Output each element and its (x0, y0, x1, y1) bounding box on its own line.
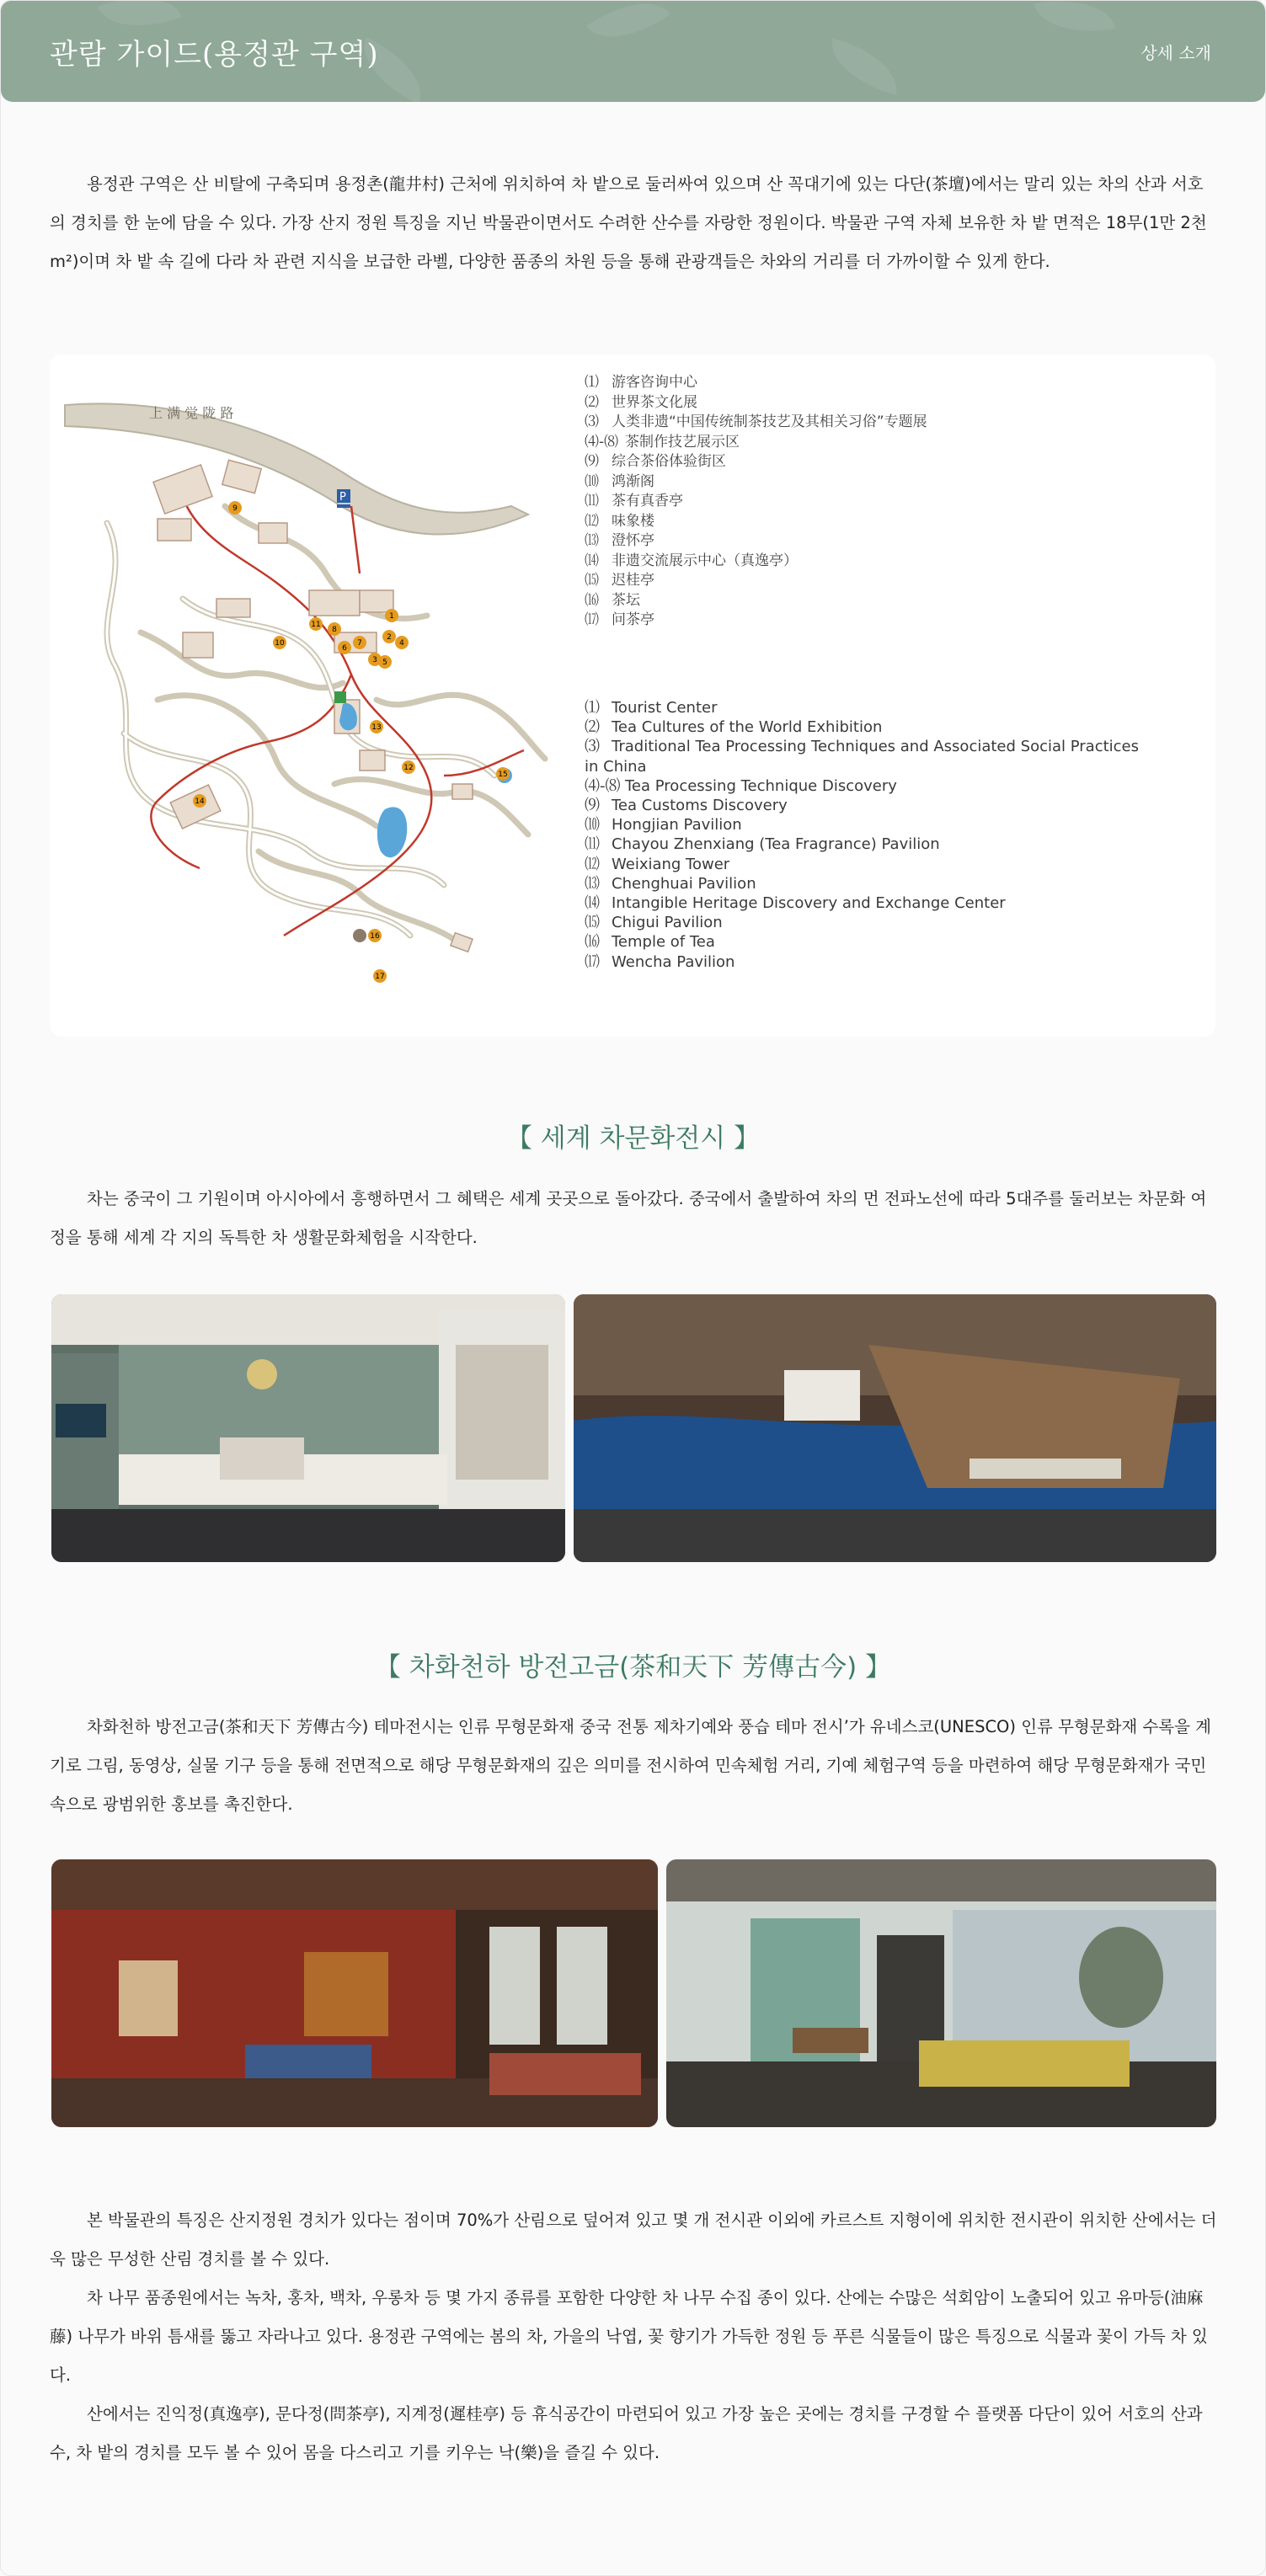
svg-text:7: 7 (357, 639, 362, 648)
legend-item: ⒃ Temple of Tea (585, 933, 715, 952)
intro-text-block (50, 165, 1217, 281)
legend-item: ⒃ 茶坛 (585, 591, 640, 609)
legend-item: ⑾ 茶有真香亭 (585, 493, 683, 509)
section2-text-block (50, 1708, 1217, 1824)
legend-chinese (585, 373, 927, 631)
photo-tibetan-tea-room (51, 1859, 658, 2127)
legend-item: ⑾ Chayou Zhenxiang (Tea Fragrance) Pavilion (585, 835, 940, 854)
legend-item: ⒂ Chigui Pavilion (585, 914, 723, 932)
legend-english (585, 698, 1157, 972)
legend-item: ⒁ 非遗交流展示中心（真逸亭） (585, 552, 798, 569)
legend-item: ⒄ 问茶亭 (585, 611, 654, 628)
map-marker-5[interactable] (378, 655, 392, 669)
svg-text:13: 13 (371, 723, 382, 732)
outro-paragraph-2: 차 나무 품종원에서는 녹차, 홍차, 백차, 우롱차 등 몇 가지 종류를 포함한 다양한 차 나무 수집 종이 있다. 산에는 수많은 석회암이 노출되어 있고 유마등(油麻藤) 나무가 바위 틈새를 뚫고 자라나고 있다. 용정관 구역에는 봄의 차, 가을의 낙엽, 꽃 향기가 가득한 정원 등 푸른 식물들이 많은 특징으로 식물과 꽃이 가득 차 있다. (50, 2288, 1208, 2385)
legend-item: ⑼ 综合茶俗体验街区 (585, 453, 726, 470)
svg-text:12: 12 (403, 764, 414, 772)
svg-text:11: 11 (311, 621, 321, 629)
leaf-decoration (823, 38, 906, 95)
legend-item: ⑵ 世界茶文化展 (585, 393, 697, 411)
parking-label: P (339, 491, 346, 504)
legend-item: ⑷-⑻ 茶制作技艺展示区 (585, 433, 740, 451)
legend-item: ⒀ Chenghuai Pavilion (585, 874, 756, 893)
svg-text:10: 10 (275, 639, 285, 648)
map-marker-16[interactable] (368, 929, 382, 942)
page-title: 관람 가이드(용정관 구역) (50, 38, 379, 72)
legend-item: ⒀ 澄怀亭 (585, 532, 654, 549)
svg-text:4: 4 (399, 639, 404, 648)
leaf-decoration (586, 1, 670, 58)
pond (377, 807, 407, 857)
map-marker-7[interactable] (353, 636, 366, 649)
legend-item: ⒂ 迟桂亭 (585, 572, 654, 589)
svg-text:5: 5 (382, 659, 387, 667)
legend-item: ⑼ Tea Customs Discovery (585, 797, 788, 815)
svg-text:17: 17 (375, 973, 385, 981)
parking-sign (337, 504, 350, 508)
outro-paragraph-3: 산에서는 진익정(真逸亭), 문다정(問茶亭), 지계정(遲桂亭) 등 휴식공간이 마련되어 있고 가장 높은 곳에는 경치를 구경할 수 플랫폼 다단이 있어 서호의 산과 수, 차 밭의 경치를 모두 볼 수 있어 몸을 다스리고 기를 키우는 낙(樂)을 즐길 수 있다. (50, 2404, 1203, 2462)
svg-text:9: 9 (232, 504, 238, 513)
map-marker-15[interactable] (496, 767, 510, 781)
section1-paragraph: 차는 중국이 그 기원이며 아시아에서 흥행하면서 그 혜택은 세계 곳곳으로 돌아갔다. 중국에서 출발하여 차의 먼 전파노선에 따라 5대주를 둘러보는 차문화 여정을 통해 세계 각 지의 독특한 차 생활문화체험을 시작한다. (50, 1189, 1207, 1247)
legend-item: ⑿ 味象楼 (585, 512, 654, 530)
svg-text:15: 15 (498, 771, 508, 779)
legend-item: ⒁ Intangible Heritage Discovery and Exchange Center (585, 894, 1006, 913)
map-marker-2[interactable] (382, 630, 396, 643)
road-shape (65, 403, 528, 534)
map-marker-17[interactable] (373, 969, 387, 983)
page-header (1, 1, 1265, 102)
section2-paragraph: 차화천하 방전고금(茶和天下 芳傳古今) 테마전시는 인류 무형문화재 중국 전통 제차기예와 풍습 테마 전시’가 유네스코(UNESCO) 인류 무형문화재 수록을 계기로 그림, 동영상, 실물 기구 등을 통해 전면적으로 해당 무형문화재의 깊은 의미를 전시하여 민속체험 거리, 기예 체험구역 등을 마련하여 해당 무형문화재가 국민 속으로 광범위한 홍보를 촉진한다. (50, 1717, 1212, 1814)
legend-item: ⑽ Hongjian Pavilion (585, 816, 742, 835)
legend-item: ⑽ 鸿渐阁 (585, 472, 654, 490)
walkway-centerlines (107, 523, 494, 936)
tea-altar-icon (353, 929, 366, 942)
legend-item: ⑿ Weixiang Tower (585, 855, 730, 873)
photo-european-tea-room (51, 1294, 565, 1562)
legend-item: ⑶ 人类非遗“中国传统制茶技艺及其相关习俗”专题展 (585, 413, 927, 430)
section-title-world-tea: 【 세계 차문화전시 】 (505, 1123, 761, 1154)
svg-text:2: 2 (387, 633, 392, 642)
map-marker-9[interactable] (228, 501, 242, 515)
svg-text:3: 3 (372, 656, 377, 664)
map-marker-10[interactable] (273, 636, 286, 649)
map-marker-4[interactable] (395, 636, 409, 649)
restroom-icon (334, 691, 346, 703)
map-marker-11[interactable] (309, 617, 323, 631)
map-marker-1[interactable] (385, 609, 398, 622)
intro-paragraph: 용정관 구역은 산 비탈에 구축되며 용정촌(龍井村) 근처에 위치하여 차 밭으로 둘러싸여 있으며 산 꼭대기에 있는 다단(茶壇)에서는 말리 있는 차의 산과 서호의 경치를 한 눈에 담을 수 있다. 가장 산지 정원 특징을 지닌 박물관이면서도 수려한 산수를 자랑한 정원이다. 박물관 구역 자체 보유한 차 밭 면적은 18무(1만 2천m²)이며 차 밭 속 길에 다라 차 관련 지식을 보급한 라벨, 다양한 품종의 차원 등을 통해 관광객들은 차와의 거리를 더 가까이할 수 있게 한다. (50, 174, 1207, 271)
legend-item: ⒄ Wencha Pavilion (585, 952, 735, 971)
museum-map (56, 380, 596, 986)
map-marker-14[interactable] (193, 794, 206, 808)
section-title-tea-heritage: 【 차화천하 방전고금(茶和天下 芳傳古今) 】 (374, 1652, 892, 1683)
legend-item: ⑵ Tea Cultures of the World Exhibition (585, 718, 883, 737)
legend-item: ⑶ Traditional Tea Processing Techniques and Associated Social Practices in China (585, 738, 1140, 776)
photo-tea-ship-diorama (574, 1294, 1216, 1562)
svg-text:14: 14 (195, 797, 205, 806)
svg-text:1: 1 (389, 612, 394, 621)
map-marker-6[interactable] (338, 641, 351, 654)
outro-paragraph-1: 본 박물관의 특징은 산지정원 경치가 있다는 점이며 70%가 산림으로 덮어져 있고 몇 개 전시관 이외에 카르스트 지형이에 위치한 전시관이 위치한 산에서는 더욱 많은 무성한 산림 경치를 볼 수 있다. (50, 2211, 1217, 2269)
legend-item: ⑷-⑻ Tea Processing Technique Discovery (585, 776, 897, 795)
legend-item: ⑴ 游客咨询中心 (585, 374, 697, 391)
legend-item: ⑴ Tourist Center (585, 699, 718, 717)
svg-text:8: 8 (332, 626, 337, 634)
map-marker-13[interactable] (370, 720, 383, 733)
photo-tea-processing-exhibit (666, 1859, 1216, 2127)
walkway-paths (107, 506, 545, 944)
map-marker-12[interactable] (402, 760, 415, 774)
detail-link[interactable]: 상세 소개 (1140, 43, 1211, 63)
outro-text-block (50, 2201, 1217, 2472)
leaf-decoration (1034, 1, 1116, 41)
map-marker-8[interactable] (328, 622, 341, 636)
road-label: 上 满 觉 陇 路 (149, 405, 234, 421)
svg-text:16: 16 (370, 932, 380, 941)
map-card (50, 355, 1215, 1037)
section1-text-block (50, 1180, 1217, 1257)
svg-text:6: 6 (342, 644, 347, 653)
